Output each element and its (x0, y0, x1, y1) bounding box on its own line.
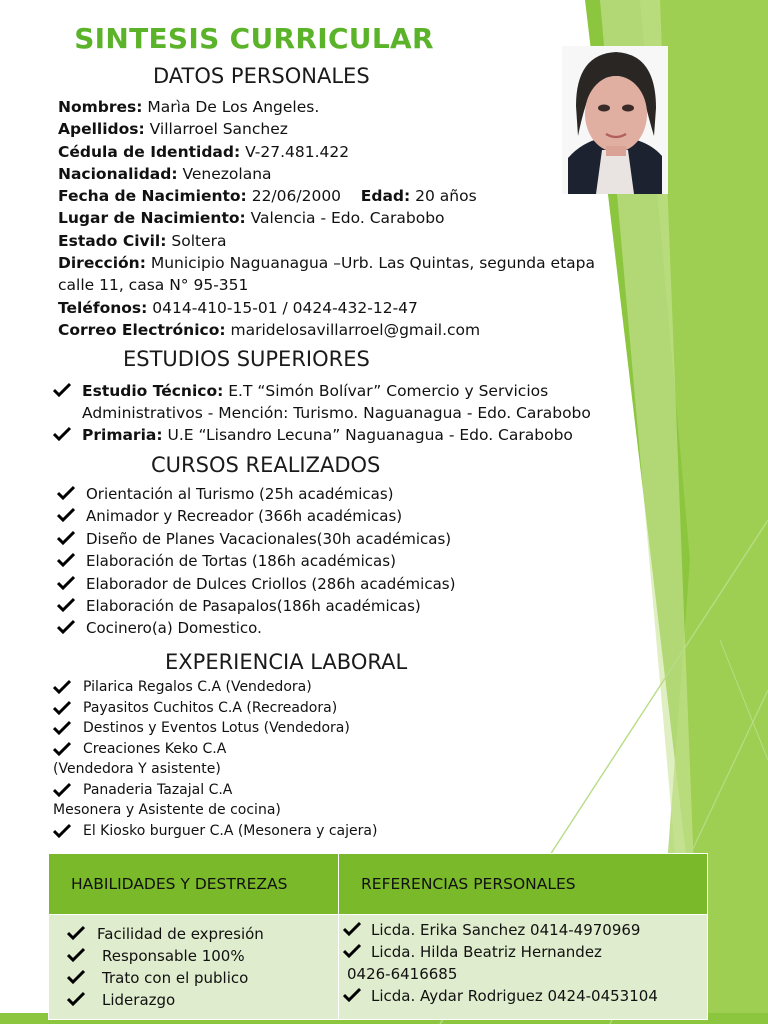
checkmark-icon (57, 485, 77, 501)
skills-cell (49, 915, 339, 1020)
field-cedula: Cédula de Identidad: V-27.481.422 (58, 142, 350, 161)
checkmark-icon (67, 947, 87, 963)
checkmark-icon (343, 921, 363, 937)
experience-list (53, 677, 377, 841)
courses-list (57, 483, 455, 640)
checkmark-icon (53, 720, 73, 736)
studies-list (53, 380, 591, 446)
checkmark-icon (57, 597, 77, 613)
checkmark-icon (57, 507, 77, 523)
list-item: Pilarica Regalos C.A (Vendedora) (53, 677, 377, 698)
experience-heading: EXPERIENCIA LABORAL (165, 650, 408, 674)
list-item: Facilidad de expresión (67, 923, 338, 945)
references-cell (339, 915, 708, 1020)
list-item: Animador y Recreador (366h académicas) (57, 505, 455, 527)
courses-heading: CURSOS REALIZADOS (151, 453, 381, 477)
field-direccion-cont: calle 11, casa N° 95-351 (58, 276, 249, 295)
studies-heading: ESTUDIOS SUPERIORES (123, 347, 370, 371)
list-item: Responsable 100% (67, 945, 338, 967)
checkmark-icon (53, 426, 73, 442)
list-item: Licda. Hilda Beatriz Hernandez (343, 941, 707, 963)
field-nombres: Nombres: Marìa De Los Angeles. (58, 98, 320, 116)
list-item-detail: (Vendedora Y asistente) (53, 761, 221, 777)
list-item: Cocinero(a) Domestico. (57, 617, 455, 639)
checkmark-icon (67, 925, 87, 941)
list-item: Elaborador de Dulces Criollos (286h académicas) (57, 573, 455, 595)
checkmark-icon (53, 679, 73, 695)
references-header: REFERENCIAS PERSONALES (339, 854, 708, 915)
checkmark-icon (67, 969, 87, 985)
list-item: Licda. Aydar Rodriguez 0424-0453104 (343, 985, 707, 1007)
checkmark-icon (53, 382, 73, 398)
list-item: Trato con el publico (67, 967, 338, 989)
checkmark-icon (53, 741, 73, 757)
checkmark-icon (57, 619, 77, 635)
skills-header: HABILIDADES Y DESTREZAS (49, 854, 339, 915)
field-lugar-nacimiento: Lugar de Nacimiento: Valencia - Edo. Carabobo (58, 209, 445, 228)
skills-references-table (48, 853, 708, 1020)
field-direccion: Dirección: Municipio Naguanagua –Urb. Las Quintas, segunda etapa (58, 254, 596, 273)
field-telefonos: Teléfonos: 0414-410-15-01 / 0424-432-12-47 (58, 298, 418, 317)
checkmark-icon (57, 552, 77, 568)
list-item: Panaderia Tazajal C.A (53, 780, 377, 801)
list-item: Liderazgo (67, 989, 338, 1011)
field-fecha-nacimiento: Fecha de Nacimiento: 22/06/2000 Edad: 20 años (58, 187, 477, 206)
list-item: El Kiosko burguer C.A (Mesonera y cajera) (53, 821, 377, 842)
checkmark-icon (57, 530, 77, 546)
list-item: Administrativos - Mención: Turismo. Naguanagua - Edo. Carabobo (82, 404, 591, 422)
list-item: Primaria: U.E “Lisandro Lecuna” Naguanagua - Edo. Carabobo (53, 424, 591, 446)
field-correo: Correo Electrónico: maridelosavillarroel@gmail.com (58, 320, 481, 339)
list-item: Licda. Erika Sanchez 0414-4970969 (343, 919, 707, 941)
checkmark-icon (53, 700, 73, 716)
list-item: Elaboración de Pasapalos(186h académicas) (57, 595, 455, 617)
references-list (343, 919, 707, 1007)
list-item: Elaboración de Tortas (186h académicas) (57, 550, 455, 572)
skills-list (67, 923, 338, 1011)
checkmark-icon (343, 943, 363, 959)
list-item: Orientación al Turismo (25h académicas) (57, 483, 455, 505)
page-title: SINTESIS CURRICULAR (74, 22, 434, 55)
list-item: Estudio Técnico: E.T “Simón Bolívar” Comercio y Servicios (53, 380, 591, 402)
list-item-detail: 0426-6416685 (347, 965, 458, 983)
field-apellidos: Apellidos: Villarroel Sanchez (58, 120, 288, 139)
checkmark-icon (57, 575, 77, 591)
field-estado-civil: Estado Civil: Soltera (58, 231, 227, 250)
checkmark-icon (53, 823, 73, 839)
personal-data (58, 96, 595, 341)
list-item: Diseño de Planes Vacacionales(30h académicas) (57, 528, 455, 550)
list-item: Creaciones Keko C.A (53, 739, 377, 760)
list-item-detail: Mesonera y Asistente de cocina) (53, 802, 281, 818)
checkmark-icon (343, 987, 363, 1003)
checkmark-icon (53, 782, 73, 798)
checkmark-icon (67, 991, 87, 1007)
personal-heading: DATOS PERSONALES (153, 64, 370, 88)
list-item: Payasitos Cuchitos C.A (Recreadora) (53, 698, 377, 719)
field-nacionalidad: Nacionalidad: Venezolana (58, 164, 272, 183)
list-item: Destinos y Eventos Lotus (Vendedora) (53, 718, 377, 739)
